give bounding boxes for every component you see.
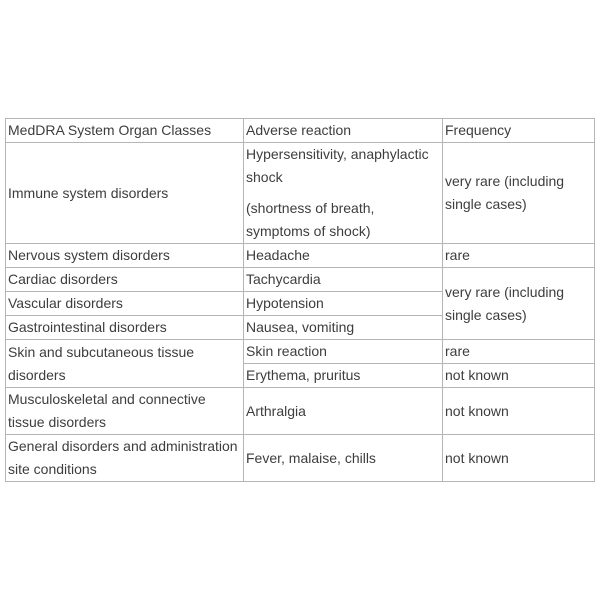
table-row (6, 143, 595, 244)
table-row (6, 340, 595, 364)
reaction-immune-line2: (shortness of breath, symptoms of shock) (246, 200, 375, 239)
table-row (6, 268, 595, 292)
cell-reaction-nervous: Headache (244, 244, 443, 268)
cell-soc-skin: Skin and subcutaneous tissue disorders (6, 340, 244, 388)
cell-reaction-gastro: Nausea, vomiting (244, 316, 443, 340)
reaction-immune-line1: Hypersensitivity, anaphylactic shock (246, 146, 429, 185)
header-frequency: Frequency (443, 119, 595, 143)
table-header-row (6, 119, 595, 143)
cell-reaction-skin-a: Skin reaction (244, 340, 443, 364)
cell-frequency-nervous: rare (443, 244, 595, 268)
cell-soc-general: General disorders and administration site conditions (6, 435, 244, 482)
cell-reaction-immune (244, 143, 443, 244)
cell-frequency-musculo: not known (443, 388, 595, 435)
cell-frequency-immune: very rare (including single cases) (443, 143, 595, 244)
cell-reaction-vascular: Hypotension (244, 292, 443, 316)
table-row (6, 244, 595, 268)
adverse-reactions-table-container (5, 118, 594, 482)
cell-frequency-skin-a: rare (443, 340, 595, 364)
table-row (6, 435, 595, 482)
cell-reaction-cardiac: Tachycardia (244, 268, 443, 292)
table-row (6, 388, 595, 435)
cell-soc-nervous: Nervous system disorders (6, 244, 244, 268)
cell-frequency-general: not known (443, 435, 595, 482)
cell-frequency-skin-b: not known (443, 364, 595, 388)
cell-reaction-skin-b: Erythema, pruritus (244, 364, 443, 388)
cell-frequency-cardiac-vascular-gastro: very rare (including single cases) (443, 268, 595, 340)
cell-reaction-musculo: Arthralgia (244, 388, 443, 435)
cell-soc-gastro: Gastrointestinal disorders (6, 316, 244, 340)
header-soc: MedDRA System Organ Classes (6, 119, 244, 143)
header-adverse-reaction: Adverse reaction (244, 119, 443, 143)
cell-soc-cardiac: Cardiac disorders (6, 268, 244, 292)
adverse-reactions-table (5, 118, 595, 482)
cell-soc-musculo: Musculoskeletal and connective tissue disorders (6, 388, 244, 435)
cell-soc-immune: Immune system disorders (6, 143, 244, 244)
cell-reaction-general: Fever, malaise, chills (244, 435, 443, 482)
cell-soc-vascular: Vascular disorders (6, 292, 244, 316)
